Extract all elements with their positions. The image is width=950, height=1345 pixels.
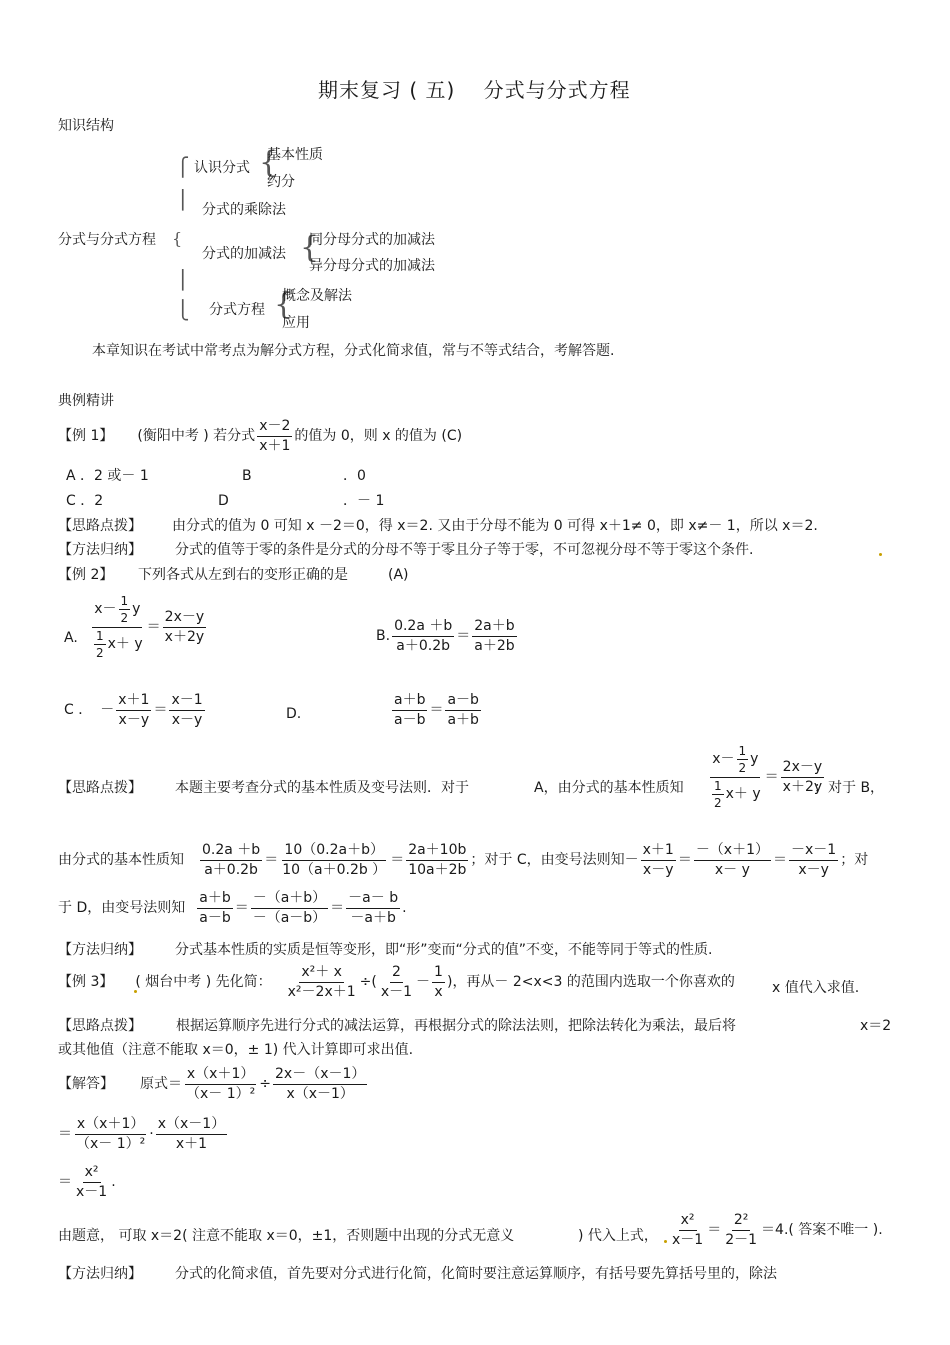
fraction: $\frac{x-1}{x-y}$ [171,692,203,728]
hint-text-end: x＝2 [860,1018,892,1034]
node-recognize-fraction: 认识分式 [194,160,250,176]
fraction: $\frac{a-b}{a+b}$ [447,692,479,728]
option-b-value: ．0 [343,468,366,484]
fraction: $\frac{x(x+1)}{\text{（x－ 1）²}}$ [76,1116,146,1152]
example-3-question-end: x 值代入求值. [772,980,860,996]
brace-segment: ⎪ [176,270,190,291]
stray-dot [879,553,882,556]
hint-expression-a: x－ $\frac{1}{2}$ y $\frac{1}{2}$ x＋ y ＝ $\frac{2x-y}{x+2y}$ [706,744,826,811]
hint-text: 根据运算顺序先进行分式的减法运算，再根据分式的除法法则，把除法转化为乘法，最后将 [176,1018,736,1034]
example-1-question: 【例 1】 (衡阳中考 ) 若分式 $\frac{x-2}{x+1}$ 的值为 0，则 x 的值为 (C) [58,418,463,454]
example-2-answer: (A) [388,567,409,583]
node-application: 应用 [282,315,310,331]
node-add-subtract: 分式的加减法 [202,246,286,262]
structure-heading: 知识结构 [58,118,114,134]
method-label: 【方法归纳】 [58,1266,142,1282]
fraction: $\frac{-x-1}{x-y}$ [791,842,837,878]
root-brace: { [172,229,183,248]
evaluation-text-mid: ) 代入上式， [578,1228,658,1244]
solution-line-2: ＝ $\frac{x(x+1)}{\text{（x－ 1）²}}$ · $\frac{x(x-1)}{x+1}$ [58,1116,226,1152]
node4-brace: { [274,287,294,322]
node-concept-solution: 概念及解法 [282,288,352,304]
solution-line-1: 【解答】 原式＝ $\frac{x(x+1)}{\text{（x－ 1）²}}$ ÷ $\frac{2x-(x-1)}{x(x-1)}$ [58,1066,366,1102]
fraction: $\frac{\text{2²}}{2-1}$ [725,1212,758,1248]
fraction: $\frac{2x-(x-1)}{x(x-1)}$ [275,1066,366,1102]
hint-label: 【思路点拨】 [58,1018,142,1034]
page-title: 期末复习 ( 五) 分式与分式方程 [318,78,631,102]
fraction: $\frac{-(a+b)}{-(a-b)}$ [252,890,327,926]
fraction: $\frac{x+1}{x-y}$ [642,842,674,878]
complex-fraction: x－ $\frac{1}{2}$ y $\frac{1}{2}$ x＋ y [94,594,143,661]
fraction: $\frac{2a+10b}{10a+2b}$ [408,842,467,878]
method-text: 分式的值等于零的条件是分式的分母不等于零且分子等于零，不可忽视分母不等于零这个条件. [175,542,754,558]
complex-fraction: x－ $\frac{1}{2}$ y $\frac{1}{2}$ x＋ y [712,744,761,811]
node1-brace: { [259,145,279,180]
node-reduction: 约分 [267,174,295,190]
solution-line-3: ＝ $\frac{\text{x²}}{x-1}$ . [58,1164,116,1200]
hint-label: 【思路点拨】 [58,780,142,796]
fraction: $\frac{2x-y}{x+2y}$ [164,608,205,645]
option-b: B [242,468,252,484]
fraction: $\frac{-(x+1)}{x- y}$ [695,842,770,878]
option-d-expression: $\frac{a+b}{a-b}$ ＝ $\frac{a-b}{a+b}$ [394,692,479,728]
option-d-label: D. [286,706,302,722]
option-d-value: ．－ 1 [343,493,385,509]
option-d: D [218,493,229,509]
evaluation-expression: $\frac{\text{x²}}{x-1}$ ＝ $\frac{\text{2²}}{2-1}$ ＝4.( 答案不唯一 ). [672,1212,883,1248]
fraction: $\frac{2x-y}{x+2y}$ [782,758,823,795]
fraction: $\frac{-a- b}{-a+b}$ [348,890,399,926]
node-same-denominator: 同分母分式的加减法 [309,232,435,248]
method-text: 分式基本性质的实质是恒等变形，即“形”变而“分式的值”不变，不能等同于等式的性质. [175,942,713,958]
stray-dot [664,1240,667,1243]
hint-text: 由分式的值为 0 可知 x －2＝0，得 x＝2. 又由于分母不能为 0 可得 x＋1≠ 0，即 x≠－ 1，所以 x＝2. [172,518,818,534]
option-c-label: C ． [64,701,93,718]
fraction: $\frac{x+1}{x-y}$ [118,692,150,728]
fraction: $\frac{10(0.2a+b)}{10(a+0.2b )}$ [282,842,387,878]
stray-dot [134,990,137,993]
brace-segment: ⎩ [176,300,190,321]
fraction: $\frac{a+b}{a-b}$ [199,890,231,926]
fraction: $\frac{1}{x}$ [434,964,443,1000]
example-label: 【例 1】 [58,427,114,444]
fraction: $\frac{a+b}{a-b}$ [394,692,426,728]
hint-line-2: 由分式的基本性质知 $\frac{0.2a +b}{a+0.2b}$ ＝ $\frac{10(0.2a+b)}{10(a+0.2b )}$ ＝ $\frac{2a+10b}{10a+2b}$ ；对于 C，由变号法则知－ $\frac{x+1}{x-y}$ ＝ $\frac{-(x+1)}{x- y}$ ＝ $\frac{-x-1}{x-y}$ ；对 [58,842,869,878]
intro-paragraph: 本章知识在考试中常考点为解分式方程，分式化简求值，常与不等式结合，考解答题. [92,343,615,359]
hint-text: ；对于 B， [814,780,885,796]
option-c-expression: C ． － $\frac{x+1}{x-y}$ ＝ $\frac{x-1}{x-y}$ [64,692,203,728]
fraction: $\frac{2}{x-1}$ [380,964,413,1000]
fraction: $\frac{0.2a +b}{a+0.2b}$ [394,618,453,654]
method-label: 【方法归纳】 [58,942,142,958]
option-c: C ．2 [66,493,104,509]
hint-label: 【思路点拨】 [58,518,142,534]
option-b-expression: B. $\frac{0.2a +b}{a+0.2b}$ ＝ $\frac{2a+b}{a+2b}$ [376,618,515,654]
hint-line-3: 于 D，由变号法则知 $\frac{a+b}{a-b}$ ＝ $\frac{-(a+b)}{-(a-b)}$ ＝ $\frac{-a- b}{-a+b}$ . [58,890,407,926]
example-2-question: 下列各式从左到右的变形正确的是 [138,567,348,583]
option-a-expression: x－ $\frac{1}{2}$ y $\frac{1}{2}$ x＋ y ＝ $\frac{2x-y}{x+2y}$ [88,594,208,661]
fraction: $\frac{\text{x²}}{x-1}$ [76,1164,108,1200]
section-heading: 典例精讲 [58,393,114,409]
fraction: $\frac{x-2}{x+1}$ [259,418,291,454]
structure-root: 分式与分式方程 [58,232,156,248]
node3-brace: { [300,230,320,265]
option-b-label: B. [376,627,391,644]
node-fraction-equation: 分式方程 [209,302,265,318]
hint-text-2: 或其他值（注意不能取 x＝0，± 1) 代入计算即可求出值. [58,1042,414,1058]
option-a: A ．2 或－ 1 [66,468,149,484]
example-label: 【例 2】 [58,567,114,583]
method-text: 分式的化简求值，首先要对分式进行化简，化简时要注意运算顺序，有括号要先算括号里的，除法 [175,1266,777,1282]
node-diff-denominator: 异分母分式的加减法 [309,258,435,274]
node-basic-property: 基本性质 [267,147,323,163]
fraction: $\frac{x(x-1)}{x+1}$ [157,1116,226,1152]
fraction: $\frac{2a+b}{a+2b}$ [474,618,515,654]
fraction: $\frac{\text{x²}}{x-1}$ [672,1212,704,1248]
brace-segment: ⎪ [176,190,190,211]
evaluation-text: 由题意， 可取 x＝2( 注意不能取 x＝0，±1，否则题中出现的分式无意义 [58,1228,515,1244]
example-3-question: 【例 3】 ( 烟台中考 ) 先化简： $\frac{\text{x²＋ x}}{\text{x²－2x＋1}}$ ÷ ( $\frac{2}{x-1}$ － $\frac{1}{x}$ ) ，再从－ 2<x<3 的范围内选取一个你喜欢的 [58,964,735,1000]
fraction: $\frac{\text{x²＋ x}}{\text{x²－2x＋1}}$ [287,964,356,1000]
fraction: $\frac{0.2a +b}{a+0.2b}$ [202,842,261,878]
option-a-label: A. [64,630,78,646]
method-label: 【方法归纳】 [58,542,142,558]
fraction: $\frac{x(x+1)}{\text{（x－ 1）²}}$ [186,1066,256,1102]
hint-text: 本题主要考查分式的基本性质及变号法则．对于 [175,780,469,796]
example-label: 【例 3】 [58,973,114,990]
brace-segment: ⎧ [176,157,190,178]
hint-text: A，由分式的基本性质知 [534,780,684,796]
node-multiply-divide: 分式的乘除法 [202,202,286,218]
